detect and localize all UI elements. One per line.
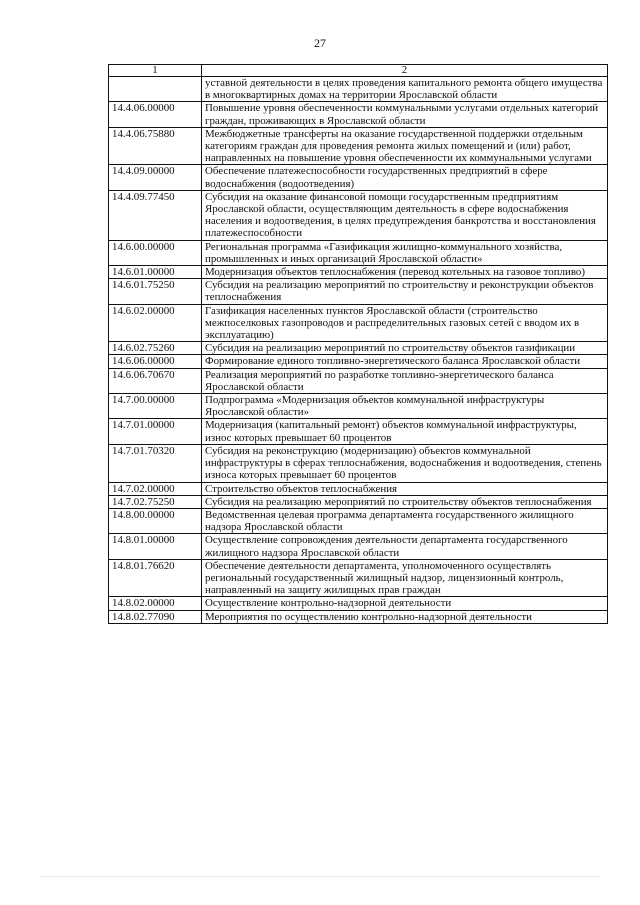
table-header-row <box>109 65 608 77</box>
row-description: Формирование единого топливно-энергетического баланса Ярославской области <box>202 355 608 368</box>
row-description: Ведомственная целевая программа департамента государственного жилищного надзора Ярославской области <box>202 508 608 533</box>
table-row <box>109 127 608 165</box>
row-description: Модернизация (капитальный ремонт) объектов коммунальной инфраструктуры, износ которых превышает 60 процентов <box>202 419 608 444</box>
row-code <box>109 77 202 102</box>
budget-classification-table <box>108 64 608 624</box>
row-description: Межбюджетные трансферты на оказание государственной поддержки отдельным категориям граждан для проведения ремонта жилых помещений и (или) работ, направленных на повышение уровня обеспеченности их коммунальными услугами <box>202 127 608 165</box>
row-description: Субсидия на реконструкцию (модернизацию) объектов коммунальной инфраструктуры в сферах теплоснабжения, водоснабжения и водоотведения, степень износа которых превышает 60 процентов <box>202 444 608 482</box>
row-description: Повышение уровня обеспеченности коммунальными услугами отдельных категорий граждан, проживающих в Ярославской области <box>202 102 608 127</box>
table-row <box>109 444 608 482</box>
table-row <box>109 597 608 610</box>
row-code: 14.7.02.00000 <box>109 482 202 495</box>
row-code: 14.4.06.00000 <box>109 102 202 127</box>
row-description: Подпрограмма «Модернизация объектов коммунальной инфраструктуры Ярославской области» <box>202 394 608 419</box>
row-code: 14.6.02.75260 <box>109 342 202 355</box>
table-row <box>109 240 608 265</box>
row-code: 14.6.01.75250 <box>109 279 202 304</box>
table-row <box>109 495 608 508</box>
row-code: 14.8.02.00000 <box>109 597 202 610</box>
table-row <box>109 102 608 127</box>
table-row <box>109 508 608 533</box>
row-description: Субсидия на оказание финансовой помощи государственным предприятиям Ярославской области, осуществляющим деятельность в сфере водоснабжения населения и водоотведения, в целях предупреждения банкротства и восстановления платежеспособности <box>202 190 608 240</box>
row-code: 14.4.09.00000 <box>109 165 202 190</box>
row-code: 14.4.06.75880 <box>109 127 202 165</box>
row-description: Строительство объектов теплоснабжения <box>202 482 608 495</box>
row-description: Региональная программа «Газификация жилищно-коммунального хозяйства, промышленных и иных организаций Ярославской области» <box>202 240 608 265</box>
row-code: 14.7.01.70320 <box>109 444 202 482</box>
table-row <box>109 559 608 597</box>
row-description: Субсидия на реализацию мероприятий по строительству объектов теплоснабжения <box>202 495 608 508</box>
table-row <box>109 342 608 355</box>
row-code: 14.7.00.00000 <box>109 394 202 419</box>
row-code: 14.7.01.00000 <box>109 419 202 444</box>
table-row <box>109 534 608 559</box>
row-code: 14.6.06.00000 <box>109 355 202 368</box>
row-code: 14.8.02.77090 <box>109 610 202 623</box>
row-description: Газификация населенных пунктов Ярославской области (строительство межпоселковых газопроводов и распределительных газовых сетей с вводом их в эксплуатацию) <box>202 304 608 342</box>
table-row <box>109 394 608 419</box>
row-code: 14.8.01.00000 <box>109 534 202 559</box>
row-code: 14.6.06.70670 <box>109 368 202 393</box>
table-row <box>109 355 608 368</box>
table-row <box>109 279 608 304</box>
row-description: Обеспечение платежеспособности государственных предприятий в сфере водоснабжения (водоотведения) <box>202 165 608 190</box>
row-description: Мероприятия по осуществлению контрольно-надзорной деятельности <box>202 610 608 623</box>
row-description: Осуществление сопровождения деятельности департамента государственного жилищного надзора Ярославской области <box>202 534 608 559</box>
table-row <box>109 77 608 102</box>
row-description: уставной деятельности в целях проведения капитального ремонта общего имущества в многоквартирных домах на территории Ярославской области <box>202 77 608 102</box>
table-row <box>109 368 608 393</box>
row-description: Реализация мероприятий по разработке топливно-энергетического баланса Ярославской области <box>202 368 608 393</box>
table-row <box>109 304 608 342</box>
page-footer-divider <box>40 876 600 877</box>
row-code: 14.4.09.77450 <box>109 190 202 240</box>
table-row <box>109 419 608 444</box>
row-code: 14.6.00.00000 <box>109 240 202 265</box>
row-code: 14.7.02.75250 <box>109 495 202 508</box>
column-header-1: 1 <box>109 65 202 77</box>
table-row <box>109 610 608 623</box>
column-header-2: 2 <box>202 65 608 77</box>
row-code: 14.8.01.76620 <box>109 559 202 597</box>
row-description: Обеспечение деятельности департамента, уполномоченного осуществлять региональный государственный жилищный надзор, лицензионный контроль, направленный на защиту жилищных прав граждан <box>202 559 608 597</box>
row-description: Осуществление контрольно-надзорной деятельности <box>202 597 608 610</box>
row-code: 14.6.01.00000 <box>109 266 202 279</box>
row-code: 14.6.02.00000 <box>109 304 202 342</box>
table-row <box>109 482 608 495</box>
table-row <box>109 165 608 190</box>
table-row <box>109 190 608 240</box>
page-number: 27 <box>314 36 326 50</box>
row-description: Субсидия на реализацию мероприятий по строительству объектов газификации <box>202 342 608 355</box>
row-description: Модернизация объектов теплоснабжения (перевод котельных на газовое топливо) <box>202 266 608 279</box>
table-row <box>109 266 608 279</box>
row-description: Субсидия на реализацию мероприятий по строительству и реконструкции объектов теплоснабжения <box>202 279 608 304</box>
table-body <box>109 77 608 624</box>
row-code: 14.8.00.00000 <box>109 508 202 533</box>
